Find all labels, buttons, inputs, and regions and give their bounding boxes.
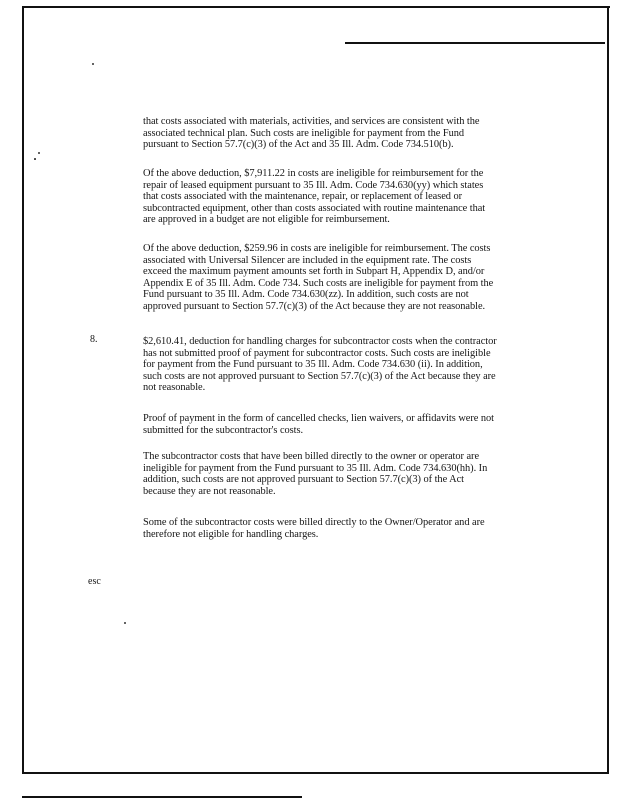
text-line: not reasonable.	[143, 382, 206, 394]
text-line: Appendix E of 35 Ill. Adm. Code 734. Such costs are ineligible for payment from the	[143, 277, 494, 289]
text-line: therefore not eligible for handling charges.	[143, 528, 319, 540]
scan-speck	[124, 622, 126, 624]
text-line: pursuant to Section 57.7(c)(3) of the Act and 35 Ill. Adm. Code 734.510(b).	[143, 139, 454, 151]
text-line: associated with Universal Silencer are included in the equipment rate. The costs	[143, 254, 472, 266]
text-line: $2,610.41, deduction for handling charges for subcontractor costs when the contractor	[143, 336, 497, 347]
paragraph-owner-operator-billing	[143, 517, 521, 540]
scan-speck	[34, 158, 36, 160]
item-number: 8.	[90, 334, 98, 345]
text-line: such costs are not approved pursuant to Section 57.7(c)(3) of the Act because they are	[143, 370, 496, 382]
paragraph-proof-of-payment	[143, 413, 521, 436]
text-line: repair of leased equipment pursuant to 35 Ill. Adm. Code 734.630(yy) which states	[143, 179, 484, 191]
scan-speck	[38, 152, 40, 154]
scan-speck	[92, 63, 94, 65]
paragraph-leased-equipment-deduction	[143, 168, 521, 226]
text-line: Some of the subcontractor costs were billed directly to the Owner/Operator and are	[143, 517, 485, 528]
text-line: approved pursuant to Section 57.7(c)(3) of the Act because they are not reasonable.	[143, 300, 486, 312]
text-line: Of the above deduction, $259.96 in costs are ineligible for reimbursement. The costs	[143, 243, 491, 254]
top-border-rule	[22, 6, 610, 8]
left-border-rule	[22, 6, 24, 774]
bottom-footer-rule	[22, 796, 302, 798]
text-line: submitted for the subcontractor's costs.	[143, 424, 304, 436]
bottom-border-rule	[22, 772, 609, 774]
paragraph-handling-charges-deduction	[143, 336, 521, 394]
text-line: that costs associated with the maintenance, repair, or replacement of leased or	[143, 191, 463, 203]
text-line: Fund pursuant to 35 Ill. Adm. Code 734.630(zz). In addition, such costs are not	[143, 289, 469, 301]
text-line: Of the above deduction, $7,911.22 in costs are ineligible for reimbursement for the	[143, 168, 484, 179]
text-line: that costs associated with materials, activities, and services are consistent with the	[143, 116, 480, 127]
text-line: subcontracted equipment, other than costs associated with routine maintenance that	[143, 202, 486, 214]
text-line: ineligible for payment from the Fund pursuant to 35 Ill. Adm. Code 734.630(hh). In	[143, 462, 488, 474]
text-line: The subcontractor costs that have been billed directly to the owner or operator are	[143, 451, 480, 462]
paragraph-billed-directly	[143, 451, 521, 497]
text-line: exceed the maximum payment amounts set forth in Subpart H, Appendix D, and/or	[143, 266, 485, 278]
top-right-short-rule	[345, 42, 605, 44]
text-line: are approved in a budget are not eligible for reimbursement.	[143, 214, 390, 226]
author-initials: esc	[88, 576, 101, 587]
paragraph-universal-silencer-deduction	[143, 243, 521, 313]
text-line: associated technical plan. Such costs are ineligible for payment from the Fund	[143, 127, 465, 139]
text-line: for payment from the Fund pursuant to 35 Ill. Adm. Code 734.630 (ii). In addition,	[143, 359, 483, 371]
text-line: Proof of payment in the form of cancelled checks, lien waivers, or affidavits were not	[143, 413, 494, 424]
paragraph-technical-plan-costs	[143, 116, 521, 151]
text-line: addition, such costs are not approved pursuant to Section 57.7(c)(3) of the Act	[143, 474, 464, 486]
text-line: because they are not reasonable.	[143, 485, 276, 497]
text-line: has not submitted proof of payment for subcontractor costs. Such costs are ineligible	[143, 347, 491, 359]
right-border-rule	[607, 6, 609, 774]
